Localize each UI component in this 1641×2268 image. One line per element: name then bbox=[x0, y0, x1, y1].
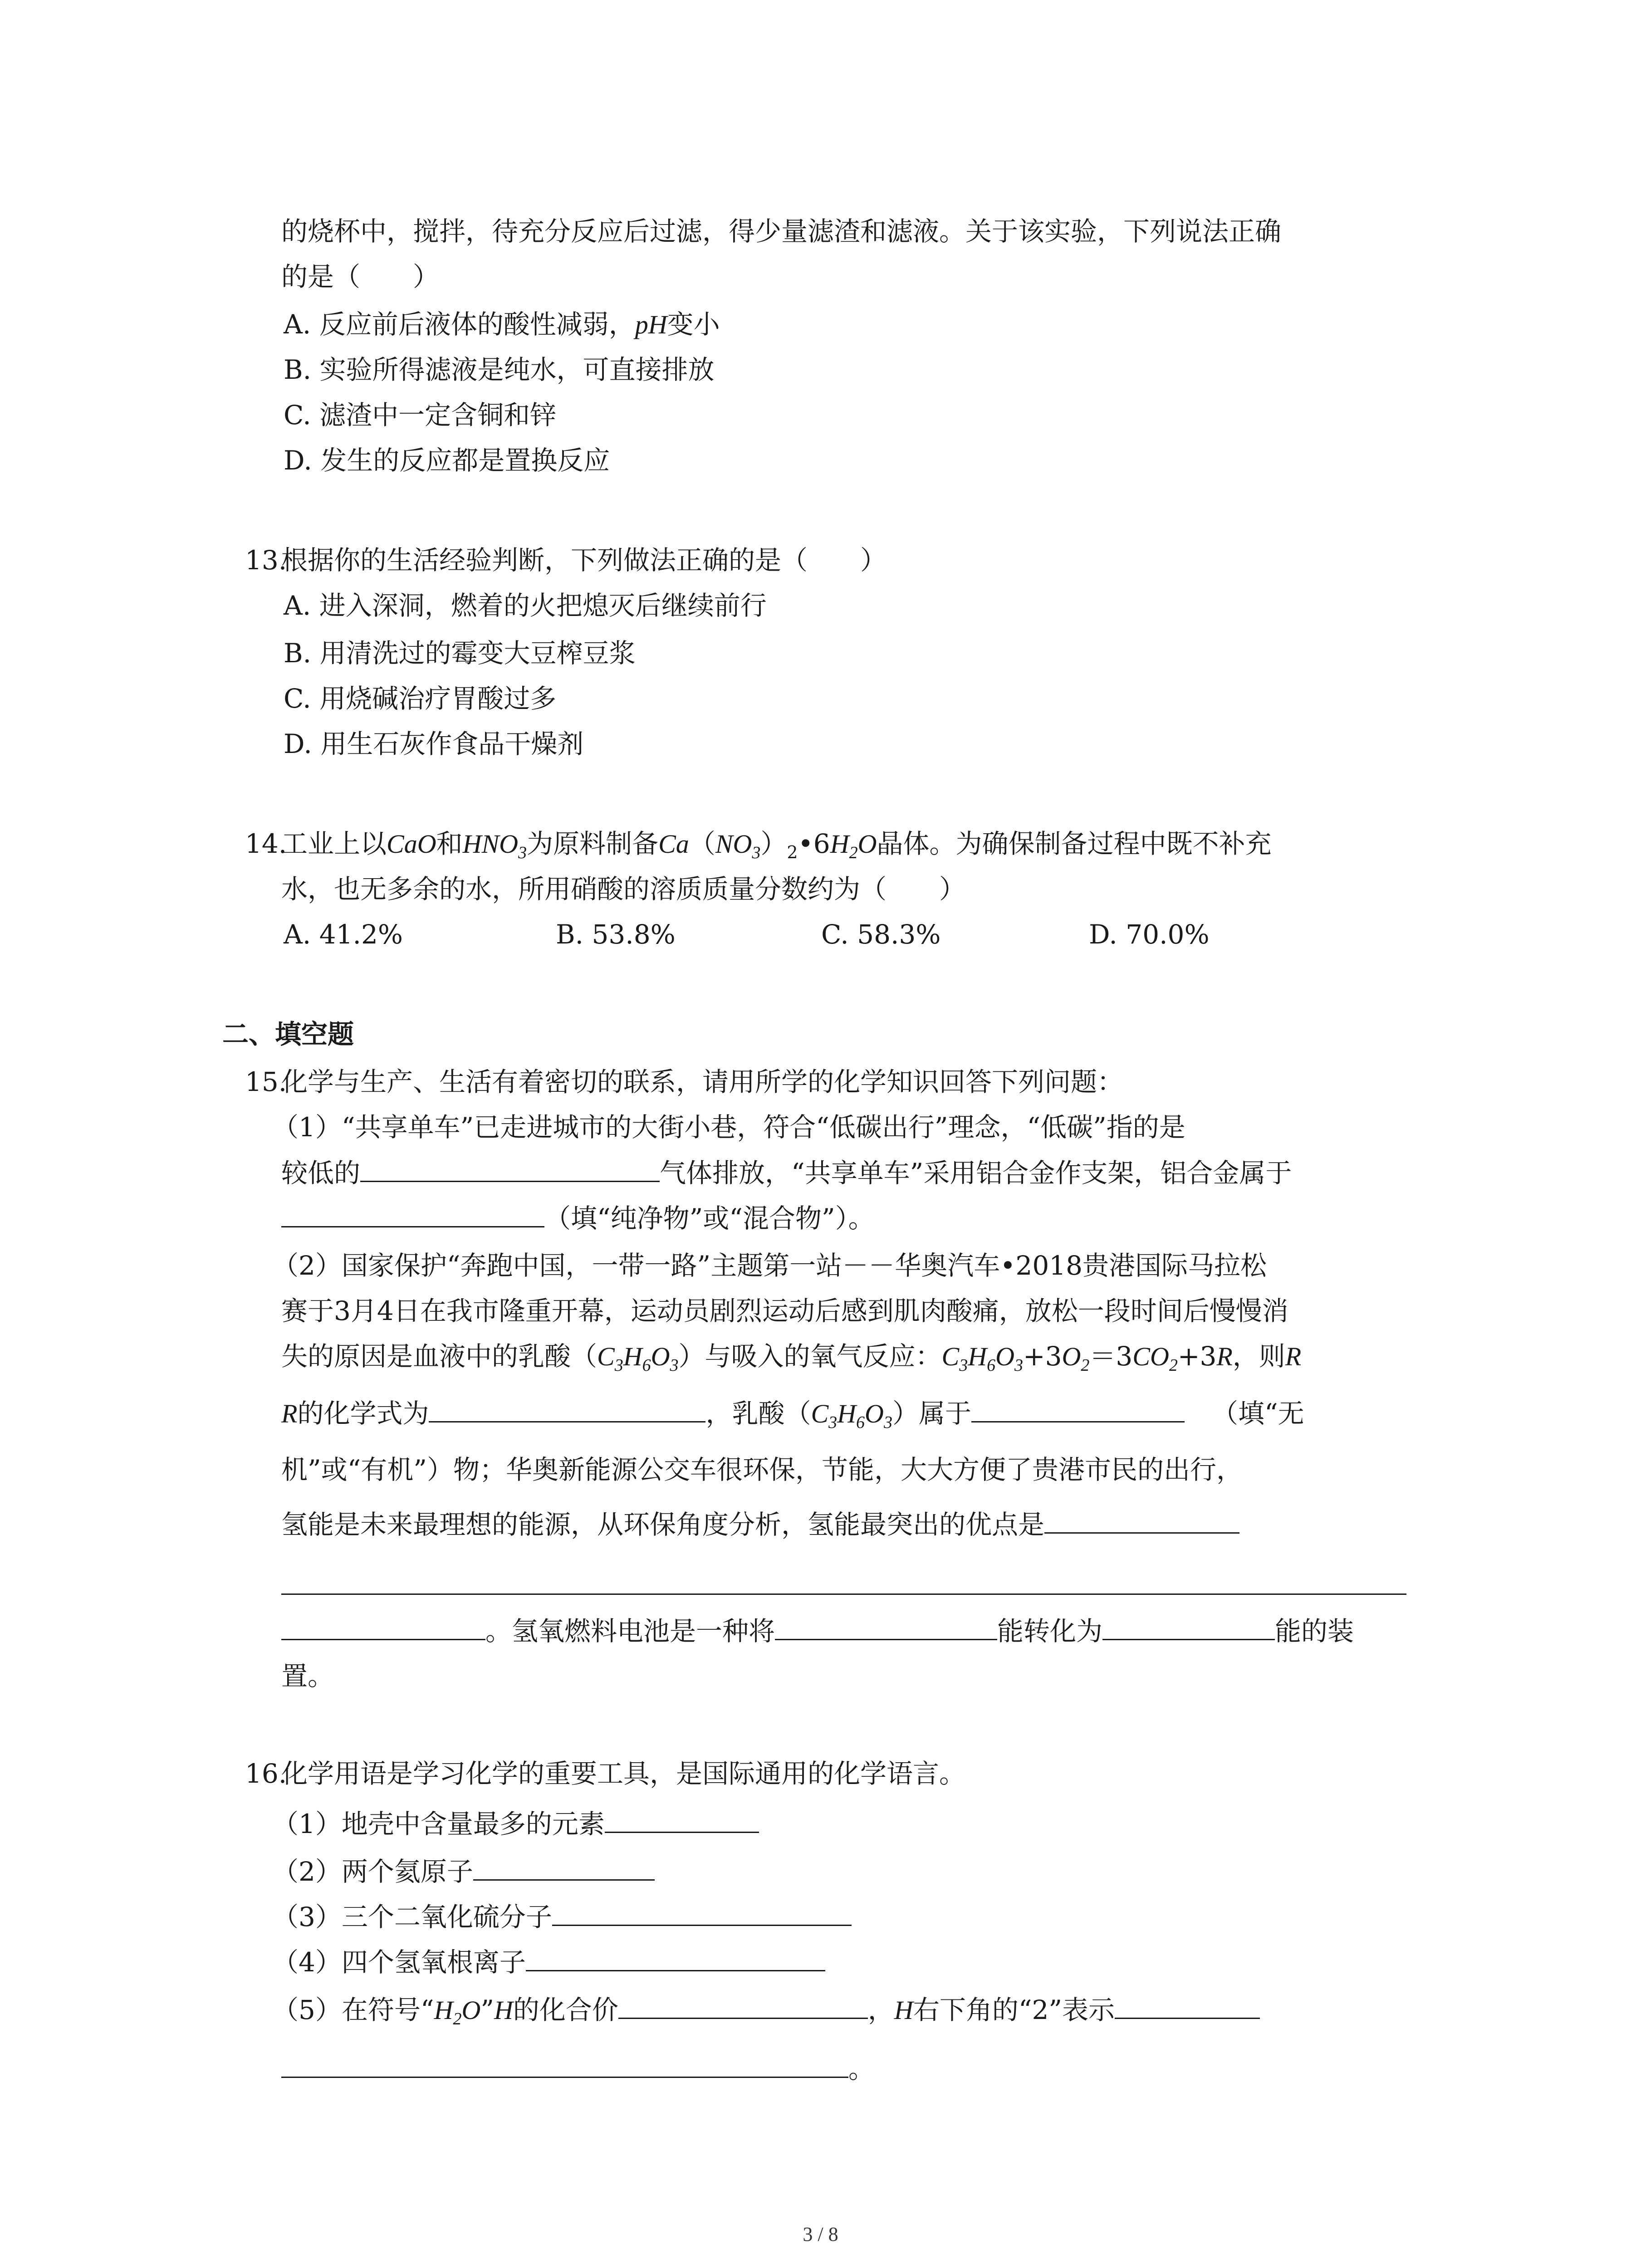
q14-stem-line2: 水，也无多余的水，所用硝酸的溶质质量分数约为（ ） bbox=[281, 874, 966, 904]
q12-option-d: D. 发生的反应都是置换反应 bbox=[284, 445, 610, 476]
q12-option-b: B. 实验所得滤液是纯水，可直接排放 bbox=[284, 354, 715, 385]
q14-number: 14. bbox=[245, 828, 287, 859]
q12-stem-line2: 的是（ ） bbox=[281, 261, 440, 292]
q15-blank-advantage-end[interactable] bbox=[281, 1613, 485, 1640]
q15-blank-formula[interactable] bbox=[429, 1395, 705, 1422]
q15-part2-line1: （2）国家保护“奔跑中国，一带一路”主题第一站－－华奥汽车•2018贵港国际马拉松 bbox=[272, 1250, 1267, 1281]
q15-blank-advantage[interactable] bbox=[1044, 1506, 1239, 1534]
q15-number: 15. bbox=[245, 1066, 287, 1097]
q15-blank-energy-from[interactable] bbox=[775, 1613, 997, 1640]
q16-blank-1[interactable] bbox=[605, 1805, 759, 1833]
q12-stem-line1: 的烧杯中，搅拌，待充分反应后过滤，得少量滤渣和滤液。关于该实验，下列说法正确 bbox=[281, 216, 1282, 247]
q15-blank-alloy[interactable] bbox=[281, 1200, 544, 1227]
q16-part5: （5）在符号“$H_2O”H$的化合价 ，H右下角的“2”表示 bbox=[272, 1991, 1260, 2028]
q16-stem: 化学用语是学习化学的重要工具，是国际通用的化学语言。 bbox=[281, 1758, 966, 1789]
q15-part2-line2: 赛于3月4日在我市隆重开幕，运动员剧烈运动后感到肌肉酸痛，放松一段时间后慢慢消 bbox=[281, 1295, 1288, 1326]
q15-blank-organic[interactable] bbox=[971, 1395, 1185, 1422]
q13-option-d: D. 用生石灰作食品干燥剂 bbox=[284, 728, 584, 759]
q16-blank-5a[interactable] bbox=[618, 1991, 868, 2019]
q14-option-d: D. 70.0% bbox=[1089, 919, 1210, 950]
page-number: 3 / 8 bbox=[803, 2223, 838, 2245]
q16-blank-4[interactable] bbox=[526, 1944, 825, 1971]
q15-part2-line9: 置。 bbox=[281, 1661, 334, 1691]
q16-part3: （3）三个二氧化硫分子 bbox=[272, 1898, 852, 1935]
q15-part1-line2: 较低的 气体排放，“共享单车”采用铝合金作支架，铝合金属于 bbox=[281, 1154, 1292, 1191]
q13-number: 13. bbox=[245, 545, 287, 576]
q15-blank-energy-to[interactable] bbox=[1102, 1613, 1275, 1640]
q14-options bbox=[284, 916, 1210, 953]
q14-stem-line1: 工业上以CaO和$HNO_3$为原料制备$Ca(NO_3)_2•6H_2O$晶体。为确保制备过程中既不补充 bbox=[281, 828, 1272, 862]
q14-option-a: A. 41.2% bbox=[284, 919, 403, 950]
q13-option-a: A. 进入深洞，燃着的火把熄灭后继续前行 bbox=[284, 590, 767, 621]
q15-blank-advantage-cont[interactable] bbox=[281, 1567, 1406, 1595]
q16-part5-cont: 。 bbox=[281, 2050, 875, 2087]
q15-part2-line7 bbox=[281, 1567, 1406, 1604]
q16-blank-5c[interactable] bbox=[281, 2050, 848, 2078]
q15-part2-line8: 。氢氧燃料电池是一种将 能转化为 能的装 bbox=[281, 1613, 1354, 1649]
q13-stem: 根据你的生活经验判断，下列做法正确的是（ ） bbox=[281, 545, 887, 576]
q15-part1-line3: （填“纯净物”或“混合物”）。 bbox=[281, 1200, 875, 1237]
q15-part1-line1: （1）“共享单车”已走进城市的大街小巷，符合“低碳出行”理念，“低碳”指的是 bbox=[272, 1112, 1185, 1143]
q13-option-b: B. 用清洗过的霉变大豆榨豆浆 bbox=[284, 638, 636, 669]
q15-part2-line5: 机”或“有机”）物；华奥新能源公交车很环保，节能，大大方便了贵港市民的出行， bbox=[281, 1454, 1243, 1485]
q15-part2-line4: R的化学式为 ，乳酸$(C_3H_6O_3)$属于 （填“无 bbox=[281, 1395, 1304, 1432]
q15-part2-line6: 氢能是未来最理想的能源，从环保角度分析，氢能最突出的优点是 bbox=[281, 1506, 1239, 1543]
q14-option-b: B. 53.8% bbox=[556, 919, 676, 950]
q16-part2: （2）两个氦原子 bbox=[272, 1853, 655, 1890]
q15-blank-gas[interactable] bbox=[360, 1154, 660, 1182]
q13-option-c: C. 用烧碱治疗胃酸过多 bbox=[284, 683, 557, 714]
q16-part1: （1）地壳中含量最多的元素 bbox=[272, 1805, 759, 1842]
q16-number: 16. bbox=[245, 1758, 287, 1789]
q14-option-c: C. 58.3% bbox=[821, 919, 941, 950]
q16-blank-3[interactable] bbox=[552, 1898, 852, 1926]
section-title: 二、填空题 bbox=[222, 1019, 354, 1050]
q16-part4: （4）四个氢氧根离子 bbox=[272, 1944, 825, 1980]
q12-option-a: A. 反应前后液体的酸性减弱，pH变小 bbox=[284, 309, 720, 340]
q16-blank-2[interactable] bbox=[473, 1853, 655, 1881]
q16-blank-5b[interactable] bbox=[1115, 1991, 1260, 2019]
q15-part2-line3: 失的原因是血液中的乳酸$(C_3H_6O_3)$与吸入的氧气反应：$C_3H_6O_3+3O_2=3CO_2+3R$，则R bbox=[281, 1341, 1302, 1375]
q15-stem: 化学与生产、生活有着密切的联系，请用所学的化学知识回答下列问题： bbox=[281, 1066, 1124, 1097]
q12-option-c: C. 滤渣中一定含铜和锌 bbox=[284, 400, 557, 430]
